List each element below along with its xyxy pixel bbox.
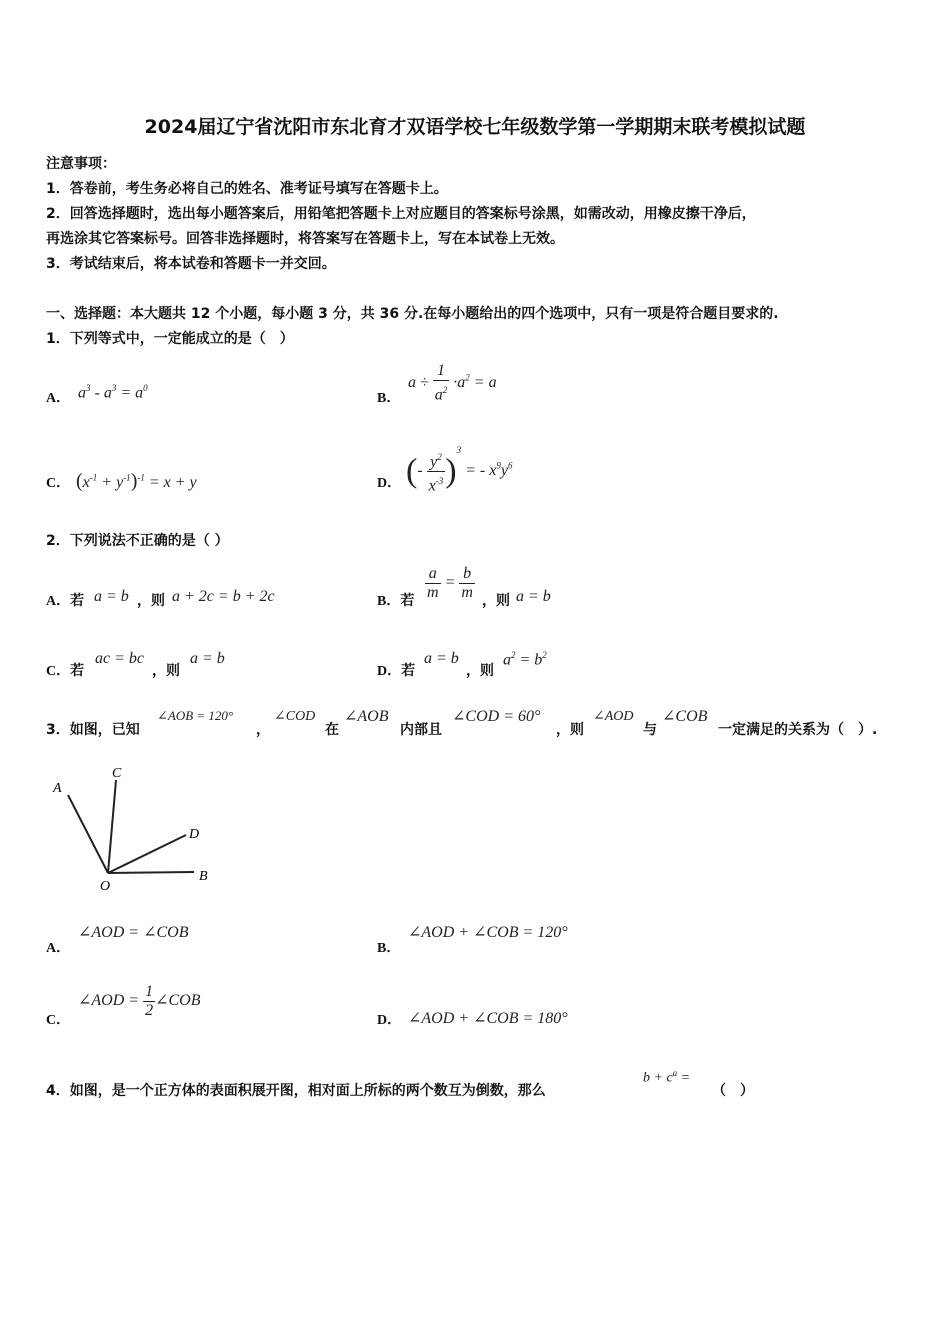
q3-option-b-label: B．	[377, 941, 401, 956]
q2-option-a-label: A．若	[46, 594, 85, 609]
q1-option-a-label: A．	[46, 391, 71, 406]
q1-option-d-label: D．	[377, 476, 402, 491]
q2-option-b-label: B．若	[377, 594, 415, 609]
page-title: 2024届辽宁省沈阳市东北育才双语学校七年级数学第一学期期末联考模拟试题	[144, 116, 806, 138]
notice-item-2: 2．回答选择题时，选出每小题答案后，用铅笔把答题卡上对应题目的答案标号涂黑，如需改动，用橡皮擦干净后，	[46, 206, 756, 222]
label-a: A	[53, 781, 62, 796]
ray-oc	[108, 780, 116, 873]
q2-option-a-result: a + 2c = b + 2c	[172, 588, 275, 605]
q3-comma: ，	[256, 722, 270, 738]
q1-option-c-formula: $(x^{-1} + y^{-1})^{-1} = x + y$	[76, 470, 197, 492]
q1-stem: 1．下列等式中，一定能成立的是（ ）	[46, 331, 294, 347]
q3-neibu: 内部且	[400, 722, 442, 738]
notice-item-3: 3．考试结束后，将本试卷和答题卡一并交回。	[46, 256, 336, 272]
q3-angle-figure	[46, 760, 226, 900]
section-heading: 一、选择题：本大题共 12 个小题，每小题 3 分，共 36 分.在每小题给出的四个选项中，只有一项是符合题目要求的.	[46, 306, 779, 322]
q3-option-c-label: C．	[46, 1013, 71, 1028]
q1-option-b-formula: a ÷ $\frac{1}{a^2}$ $\cdot a^2 = a$	[408, 362, 497, 404]
q2-option-d-result: $a^2 = b^2$	[503, 650, 547, 669]
q4-formula: $b + c^a$ =	[643, 1068, 691, 1086]
label-b: B	[199, 869, 208, 884]
q3-option-a-formula: ∠AOD = ∠COB	[78, 924, 189, 941]
q2-option-c-label: C．若	[46, 664, 85, 679]
q4-end: （ ）	[712, 1083, 754, 1099]
q3-option-b-formula: ∠AOD + ∠COB = 120°	[408, 924, 568, 941]
q2-option-b-then: ，则	[482, 594, 510, 609]
q2-option-b-cond: $\frac{a}{m}$ = $\frac{b}{m}$	[427, 565, 473, 601]
q1-option-d-formula: (- $\frac{y^2}{x^{-3}}$ )$^3$ = - $x^9y^6$	[406, 445, 513, 495]
q3-stem-start: 3．如图，已知	[46, 722, 140, 738]
q3-zai: 在	[325, 722, 339, 738]
label-d: D	[189, 827, 200, 842]
q3-end: 一定满足的关系为（ ）.	[718, 722, 878, 738]
q2-option-a-then: ，则	[137, 594, 165, 609]
ray-ob	[108, 872, 194, 873]
q3-option-d-label: D．	[377, 1013, 402, 1028]
ray-oa	[68, 795, 108, 873]
q2-option-d-cond: a = b	[424, 650, 459, 667]
q1-option-b-label: B．	[377, 391, 401, 406]
q3-angle-aob-2: ∠AOB	[344, 708, 389, 725]
q3-angle-cod-60: ∠COD = 60°	[452, 708, 541, 725]
q2-option-b-result: a = b	[516, 588, 551, 605]
q3-option-c-formula: ∠AOD = $\frac{1}{2}$ ∠COB	[78, 983, 201, 1019]
q1-option-a-formula: $a^3 - a^3 = a^0$	[78, 383, 148, 402]
notice-item-1: 1．答卷前，考生务必将自己的姓名、准考证号填写在答题卡上。	[46, 181, 448, 197]
q3-angle-cod: ∠COD	[274, 709, 316, 724]
ray-od	[108, 835, 186, 873]
q3-option-a-label: A．	[46, 941, 71, 956]
q2-option-c-then: ，则	[152, 664, 180, 679]
label-o: O	[100, 879, 111, 894]
q1-option-c-label: C．	[46, 476, 71, 491]
notice-heading: 注意事项：	[46, 156, 116, 172]
q3-angle-cob: ∠COB	[662, 708, 708, 725]
q2-option-c-cond: ac = bc	[95, 650, 144, 667]
q2-option-a-cond: a = b	[94, 588, 129, 605]
q3-ze: ，则	[556, 722, 584, 738]
q3-yu: 与	[643, 722, 657, 738]
label-c: C	[112, 766, 122, 781]
q2-option-c-result: a = b	[190, 650, 225, 667]
q3-angle-aod: ∠AOD	[593, 709, 634, 724]
q4-stem: 4．如图，是一个正方体的表面积展开图，相对面上所标的两个数互为倒数，那么	[46, 1083, 546, 1099]
q3-option-d-formula: ∠AOD + ∠COB = 180°	[408, 1010, 568, 1027]
notice-item-2-cont: 再选涂其它答案标号。回答非选择题时，将答案写在答题卡上，写在本试卷上无效。	[46, 231, 564, 247]
q2-stem: 2．下列说法不正确的是（ ）	[46, 533, 229, 549]
q2-option-d-label: D．若	[377, 664, 416, 679]
q2-option-d-then: ，则	[466, 664, 494, 679]
q3-angle-aob: ∠AOB = 120°	[157, 708, 234, 723]
